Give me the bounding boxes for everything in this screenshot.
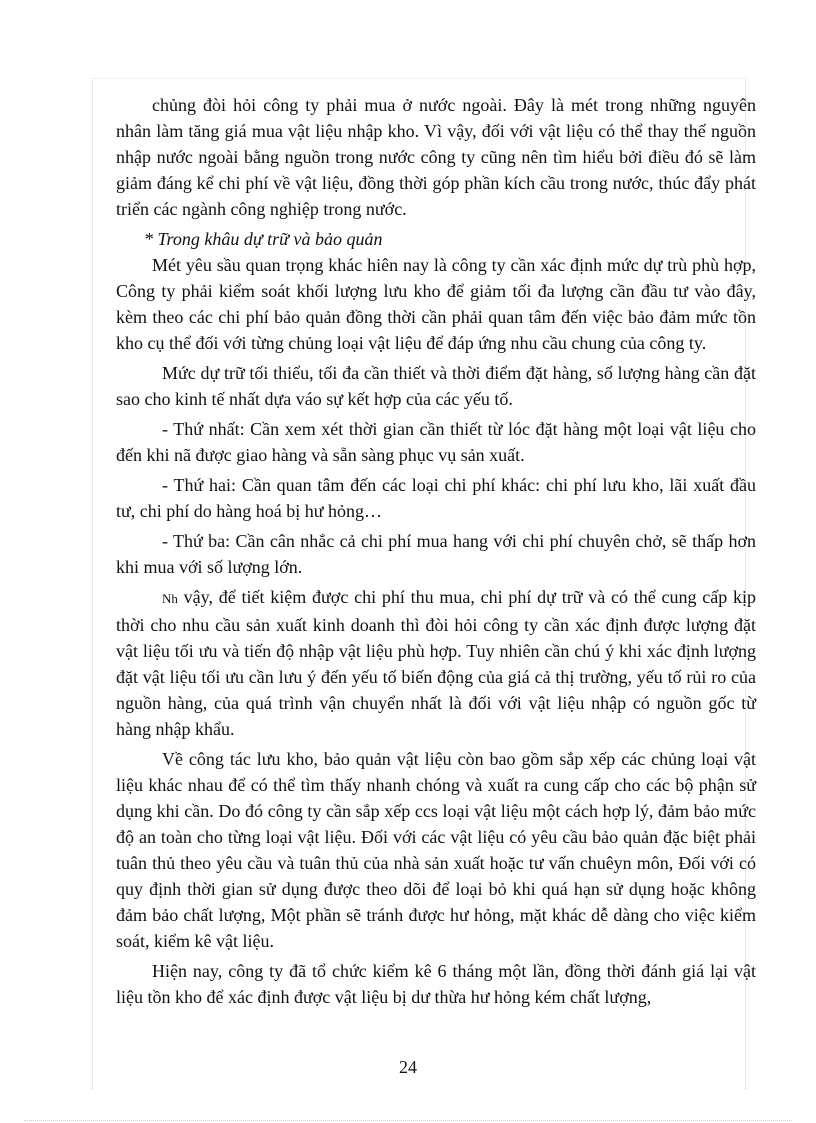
page-number: 24: [399, 1057, 417, 1077]
paragraph-lead: Nh: [162, 591, 178, 606]
paragraph: Hiện nay, công ty đã tổ chức kiểm kê 6 tháng một lần, đồng thời đánh giá lại vật liệu tồn kho để xác định được vật liệu bị dư thừa hư hỏng kém chất lượng,: [116, 961, 756, 1007]
list-item: - Thứ nhất: Cần xem xét thời gian cần thiết từ lóc đặt hàng một loại vật liệu cho đến khi nã được giao hàng và sẵn sàng phục vụ sản xuất.: [116, 419, 756, 465]
paragraph: chủng đòi hỏi công ty phải mua ở nước ngoài. Đây là mét trong những nguyên nhân làm tăng giá mua vật liệu nhập kho. Vì vậy, đối với vật liệu có thể thay thế nguồn nhập nước ngoài bằng nguồn trong nước công ty cũng nên tìm hiểu bởi điều đó sẽ làm giảm đáng kể chi phí về vật liệu, đồng thời góp phần kích cầu trong nước, thúc đẩy phát triển các ngành công nghiệp trong nước.: [116, 95, 756, 219]
bottom-rule: [24, 1120, 792, 1121]
paragraph: Mét yêu sầu quan trọng khác hiên nay là công ty cần xác định mức dự trù phù hợp, Công ty phải kiểm soát khối lượng lưu kho để giảm tối đa lượng cần đầu tư vào đây, kèm theo các chi phí bảo quản đồng thời cần phải quan tâm đến việc bảo đảm mức tồn kho cụ thể đối với từng chủng loại vật liệu để đáp ứng nhu cầu chung của công ty.: [116, 255, 756, 353]
paragraph: Về công tác lưu kho, bảo quản vật liệu còn bao gồm sắp xếp các chủng loại vật liệu khác nhau để có thể tìm thấy nhanh chóng và xuất ra cung cấp cho các bộ phận sử dụng khi cần. Do đó công ty cần sắp xếp ccs loại vật liệu một cách hợp lý, đảm bảo mức độ an toàn cho từng loại vật liệu. Đối với các vật liệu có yêu cầu bảo quản đặc biệt phải tuân thủ theo yêu cầu và tuân thủ của nhà sản xuất hoặc tư vấn chuêyn môn, Đối với có quy định thời gian sử dụng được theo dõi để loại bỏ khi quá hạn sử dụng hoặc không đảm bảo chất lượng, Một phần sẽ tránh được hư hỏng, mặt khác dễ dàng cho việc kiểm soát, kiểm kê vật liệu.: [116, 749, 756, 951]
list-item: - Thứ hai: Cần quan tâm đến các loại chi phí khác: chi phí lưu kho, lãi xuất đầu tư, chi phí do hàng hoá bị hư hỏng…: [116, 475, 756, 521]
paragraph-body: vậy, để tiết kiệm được chi phí thu mua, chi phí dự trữ và có thể cung cấp kịp thời cho nhu cầu sản xuất kinh doanh thì đòi hỏi công ty cần xác định được lượng đặt vật liệu tối ưu và tiến độ nhập vật liệu phù hợp. Tuy nhiên cần chú ý khi xác định lượng đặt vật liệu tối ưu cần lưu ý đến yếu tố biến động của giá cả thị trường, yếu tố rủi ro của nguồn hàng, của quá trình vận chuyển nhất là đối với vật liệu nhập có nguồn gốc từ hàng nhập khẩu.: [116, 587, 757, 739]
paragraph: Mức dự trữ tối thiểu, tối đa cần thiết và thời điểm đặt hàng, số lượng hàng cần đặt sao cho kinh tế nhất dựa váo sự kết hợp của các yếu tố.: [116, 363, 756, 409]
body-text: [116, 92, 756, 1010]
list-item: - Thứ ba: Cần cân nhắc cả chi phí mua hang với chi phí chuyên chở, sẽ thấp hơn khi mua với số lượng lớn.: [116, 531, 756, 577]
paragraph: [116, 584, 756, 742]
section-heading: * Trong khâu dự trữ và bảo quản: [144, 229, 383, 249]
